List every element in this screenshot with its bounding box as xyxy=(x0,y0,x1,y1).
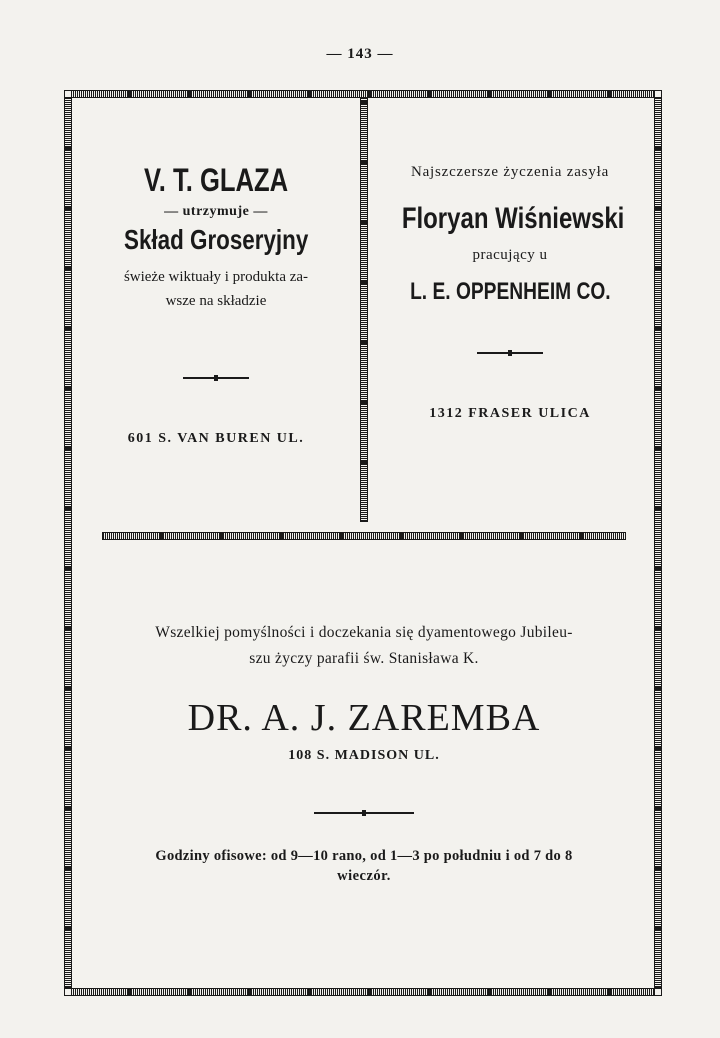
corner-ornament xyxy=(654,988,662,996)
left-ad-rule xyxy=(183,377,249,379)
border-left xyxy=(64,98,72,988)
bottom-ad-rule xyxy=(314,812,414,814)
left-ad-description-1: świeże wiktuały i produkta za- xyxy=(123,269,309,285)
bottom-ad-address: 108 S. MADISON UL. xyxy=(288,748,440,763)
center-divider xyxy=(360,98,368,522)
page-number: — 143 — xyxy=(326,46,394,62)
bottom-ad-hours-1: Godziny ofisowe: od 9—10 rano, od 1—3 po południu i od 7 do 8 xyxy=(155,848,573,864)
corner-ornament xyxy=(64,90,72,98)
border-top xyxy=(70,90,658,98)
middle-divider xyxy=(102,532,626,540)
right-ad-rule xyxy=(477,352,543,354)
right-ad-company: L. E. OPPENHEIM CO. xyxy=(409,278,611,305)
left-advertisement xyxy=(80,160,352,447)
bottom-ad-wish-2: szu życzy parafii św. Stanisława K. xyxy=(249,650,479,667)
border-bottom xyxy=(70,988,658,996)
bottom-ad-hours-2: wieczór. xyxy=(337,868,391,884)
bottom-advertisement xyxy=(84,620,644,886)
right-ad-greeting: Najszczersze życzenia zasyła xyxy=(410,164,610,180)
left-ad-name: V. T. GLAZA xyxy=(143,162,289,198)
bottom-ad-wish-1: Wszelkiej pomyślności i doczekania się dyamentowego Jubileu- xyxy=(155,624,573,641)
left-ad-address: 601 S. VAN BUREN UL. xyxy=(127,431,305,446)
bottom-ad-name: DR. A. J. ZAREMBA xyxy=(187,697,541,739)
right-ad-name: Floryan Wiśniewski xyxy=(401,202,625,235)
left-ad-description-2: wsze na składzie xyxy=(165,293,267,309)
corner-ornament xyxy=(654,90,662,98)
left-ad-line: — utrzymuje — xyxy=(164,204,268,219)
border-right xyxy=(654,98,662,988)
left-ad-business: Skład Groseryjny xyxy=(123,224,309,255)
right-advertisement xyxy=(374,164,646,422)
right-ad-address: 1312 FRASER ULICA xyxy=(429,406,591,421)
right-ad-role: pracujący u xyxy=(472,247,548,263)
corner-ornament xyxy=(64,988,72,996)
